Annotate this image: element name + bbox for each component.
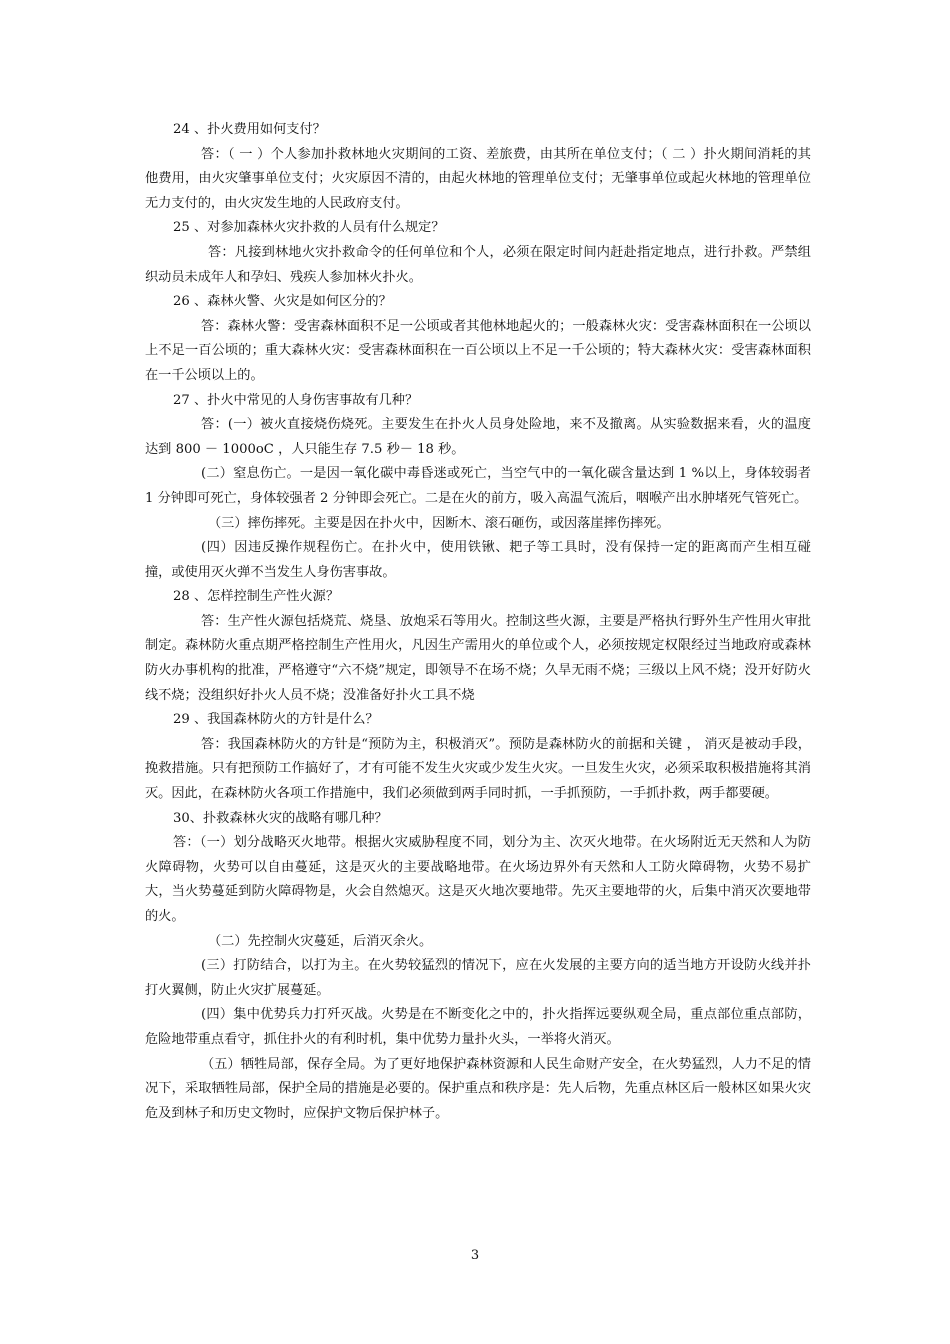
- answer-30-item-3: (三）打防结合，以打为主。在火势较猛烈的情况下，应在火发展的主要方向的适当地方开设防火线并扑打火翼侧，防止火灾扩展蔓延。: [145, 958, 811, 998]
- question-24: 24 、扑火费用如何支付？: [173, 122, 326, 137]
- answer-30-item-5: （五）牺牲局部，保存全局。为了更好地保护森林资源和人民生命财产安全，在火势猛烈，人力不足的情况下，采取牺牲局部，保护全局的措施是必要的。保护重点和秩序是：先人后物，先重点林区后一般林区如果火灾危及到林子和历史文物时，应保护文物后保护林子。: [145, 1056, 811, 1121]
- answer-25: 答：凡接到林地火灾扑救命令的任何单位和个人，必须在限定时间内赶赴指定地点，进行扑救。严禁组织动员未成年人和孕妇、残疾人参加林火扑火。: [145, 244, 811, 285]
- question-28: 28 、怎样控制生产性火源？: [173, 589, 340, 605]
- document-body: [145, 118, 811, 1126]
- question-29: 29 、我国森林防火的方针是什么？: [173, 712, 379, 728]
- answer-27-item-3: （三）摔伤摔死。主要是因在扑火中，因断木、滚石砸伤，或因落崖摔伤摔死。: [208, 515, 670, 531]
- answer-27-item-1: 答：(一）被火直接烧伤烧死。主要发生在扑火人员身处险地，来不及撤离。从实验数据来看，火的温度达到 800 － 1000oC ，人只能生存 7.5 秒－ 18 秒。: [145, 417, 811, 457]
- answer-29: 答：我国森林防火的方针是“预防为主，积极消灭”。预防是森林防火的前据和关键 ， 消灭是被动手段，挽救措施。只有把预防工作搞好了，才有可能不发生火灾或少发生火灾。一旦发生火灾，必须采取积极措施将其消灭。因此，在森林防火各项工作措施中，我们必须做到两手同时抓，一手抓预防，一手抓扑救，两手都要硬。: [145, 736, 811, 802]
- answer-28: 答：生产性火源包括烧荒、烧垦、放炮采石等用火。控制这些火源，主要是严格执行野外生产性用火审批制定。森林防火重点期严格控制生产性用火，凡因生产需用火的单位或个人，必须按规定权限经过当地政府或森林防火办事机构的批准，严格遵守“六不烧”规定，即领导不在场不烧；久旱无雨不烧；三级以上风不烧；没开好防火线不烧；没组织好扑火人员不烧；没准备好扑火工具不烧: [145, 613, 811, 703]
- question-27: 27 、扑火中常见的人身伤害事故有几种？: [173, 392, 419, 408]
- page-number: 3: [470, 1248, 480, 1263]
- answer-30-item-4: (四）集中优势兵力打歼灭战。火势是在不断变化之中的，扑火指挥远要纵观全局，重点部位重点部防，危险地带重点看守，抓住扑火的有利时机，集中优势力量扑火头，一举将火消灭。: [145, 1007, 811, 1047]
- question-25: 25 、对参加森林火灾扑救的人员有什么规定？: [173, 220, 445, 236]
- question-30: 30、扑救森林火灾的战略有哪几种？: [173, 810, 388, 826]
- answer-30-item-2: （二）先控制火灾蔓延，后消灭余火。: [208, 933, 433, 949]
- answer-27-item-2: (二）窒息伤亡。一是因一氧化碳中毒昏迷或死亡，当空气中的一氧化碳含量达到 1 %以上，身体较弱者 1 分钟即可死亡，身体较强者 2 分钟即会死亡。二是在火的前方，吸入高温气流后，咽喉产出水肿堵死气管死亡。: [145, 466, 811, 506]
- question-26: 26 、森林火警、火灾是如何区分的？: [173, 294, 392, 310]
- answer-26: 答：森林火警：受害森林面积不足一公顷或者其他林地起火的；一般森林火灾：受害森林面积在一公顷以上不足一百公顷的；重大森林火灾：受害森林面积在一百公顷以上不足一千公顷的；特大森林火灾：受害森林面积在一千公顷以上的。: [145, 318, 811, 383]
- answer-24: 答：（ 一 ）个人参加扑救林地火灾期间的工资、差旅费，由其所在单位支付；（ 二 ）扑火期间消耗的其他费用，由火灾肇事单位支付；火灾原因不清的，由起火林地的管理单位支付；无肇事单位或起火林地的管理单位无力支付的，由火灾发生地的人民政府支付。: [145, 146, 811, 211]
- answer-27-item-4: (四）因违反操作规程伤亡。在扑火中，使用铁锹、耙子等工具时，没有保持一定的距离而产生相互碰撞，或使用灭火弹不当发生人身伤害事故。: [145, 540, 811, 580]
- answer-30-item-1: 答：（一）划分战略灭火地带。根据火灾威胁程度不同，划分为主、次灭火地带。在火场附近无天然和人为防火障碍物，火势可以自由蔓延，这是灭火的主要战略地带。在火场边界外有天然和人工防火障碍物，火势不易扩大，当火势蔓延到防火障碍物是，火会自然熄灭。这是灭火地次要地带。先灭主要地带的火，后集中消灭次要地带的火。: [145, 835, 811, 924]
